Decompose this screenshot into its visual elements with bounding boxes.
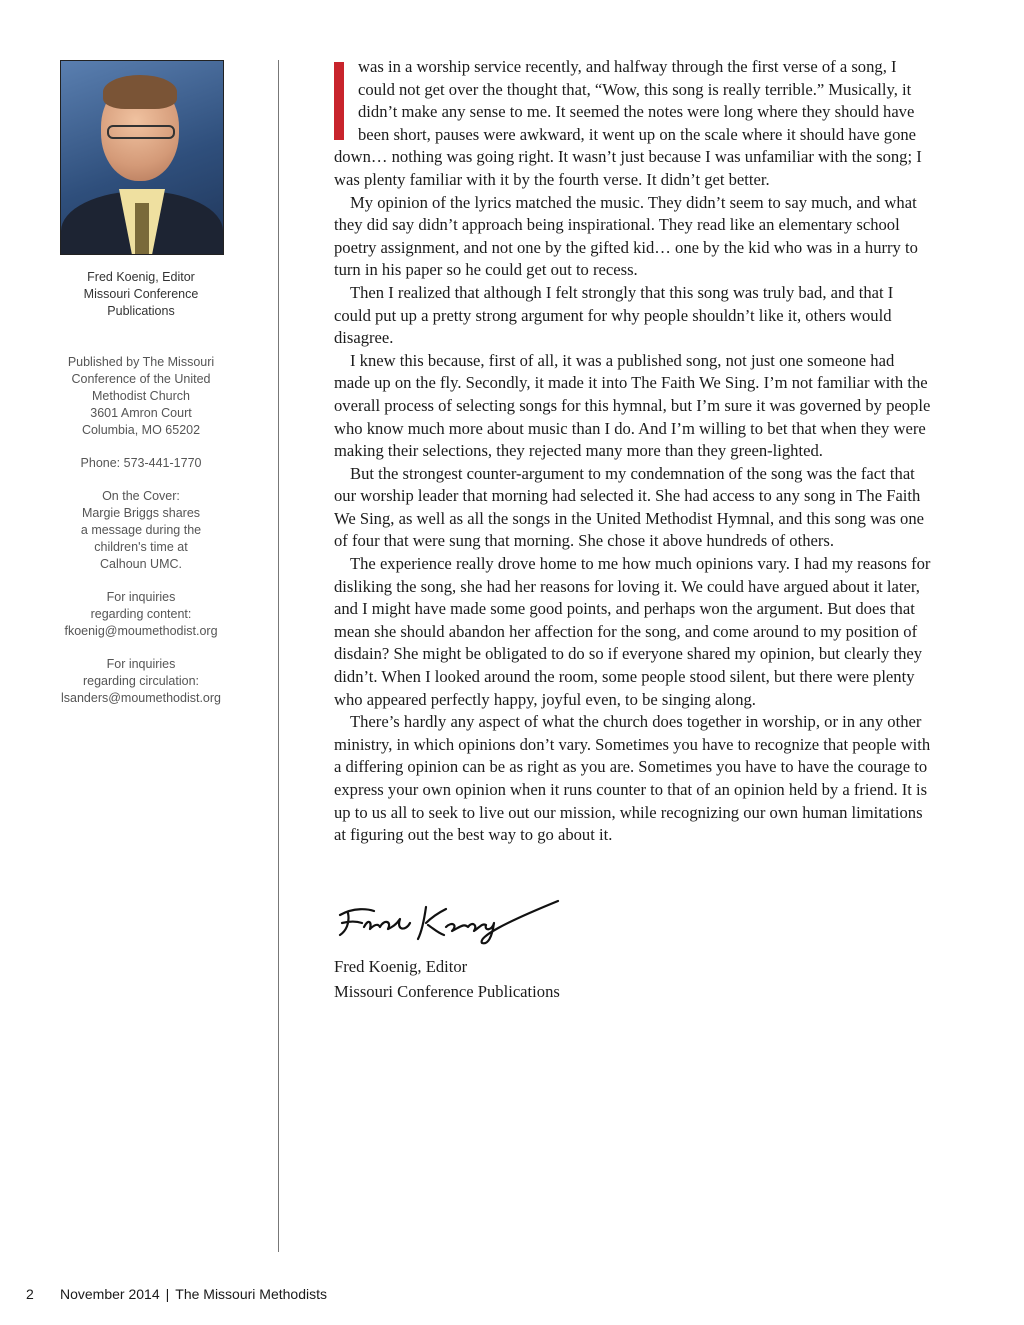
publisher-line: Conference of the United [71,372,211,386]
publisher-info [40,354,242,439]
signature [334,897,934,953]
cover-line: a message during the [80,523,202,537]
caption-line: Fred Koenig, Editor [87,270,195,284]
circulation-email-link[interactable]: lsanders@moumethodist.org [61,691,221,705]
content-inquiries [40,589,242,640]
inquiry-line: regarding content: [90,607,192,621]
cover-line: Calhoun UMC. [100,557,182,571]
inquiry-line: regarding circulation: [82,674,200,688]
paragraph: Then I realized that although I felt strongly that this song was truly bad, and that I could put up a pretty strong argument for why people shouldn’t like it, others would disagree. [334,282,894,348]
footer-separator: | [165,1286,170,1302]
signer-name: Fred Koenig, Editor [334,956,468,976]
caption-line: Missouri Conference [83,287,199,301]
cover-line: children's time at [94,540,188,554]
photo-caption [40,269,242,320]
publisher-line: Methodist Church [92,389,190,403]
caption-line: Publications [107,304,175,318]
page-footer [26,1286,327,1302]
inquiry-line: For inquiries [106,657,176,671]
editorial-article [334,56,934,1003]
publication-name: The Missouri Methodists [175,1286,327,1302]
editor-photo [60,60,224,255]
sidebar [40,60,242,707]
signature-icon [334,897,564,953]
cover-line: On the Cover: [102,489,180,503]
paragraph: There’s hardly any aspect of what the church does together in worship, or in any other ministry, in which opinions don’t vary. Sometimes you have to recognize that people with a differing opinion can be as right as you are. Sometimes you have to have the courage to express your own opinion when it runs counter to that of an opinion held by a friend. It is up to us all to seek to live out our mission, while recognizing our own human limitations at figuring out the best way to go about it. [334,712,931,845]
circulation-inquiries [40,656,242,707]
issue-date: November 2014 [60,1286,160,1302]
paragraph-text: was in a worship service recently, and halfway through the first verse of a song, I could not get over the thought that, “Wow, this song is really terrible.” Musically, it didn’t make any sense to me. It seemed the notes were long where they should have been short, pauses were awkward, it went up on the scale where it should have gone down… nothing was going right. It wasn’t just because I was unfamiliar with the song; I was plenty familiar with it by the fourth verse. It didn’t get better. [334,57,922,189]
paragraph: But the strongest counter-argument to my condemnation of the song was the fact that our worship leader that morning had selected it. She had access to any song in The Faith We Sing, as well as all the songs in the United Methodist Hymnal, and this song was one of four that were sung that morning. She chose it above hundreds of others. [334,463,924,551]
paragraph: The experience really drove home to me how much opinions vary. I had my reasons for disliking the song, she had her reasons for loving it. We could have argued about it later, and I might have made some good points, and perhaps won the argument. But does that mean she should abandon her affection for the song, and come around to my position of disdain? She might be obligated to do so if everyone shared my opinion, but clearly they didn’t. When I looked around the room, some people stood silent, but there were plenty who appeared perfectly happy, joyful even, to be singing along. [334,554,931,709]
publisher-line: Columbia, MO 65202 [81,423,201,437]
publisher-line: Published by The Missouri [67,355,215,369]
signer-org: Missouri Conference Publications [334,981,560,1001]
column-divider [278,60,279,1252]
paragraph: I knew this because, first of all, it was a published song, not just one someone had made up on the fly. Secondly, it made it into The Faith We Sing. I’m not familiar with the overall process of selecting songs for this hymnal, but I’m sure it was governed by people who know much more about music than I do. And I’m willing to bet that when they were making their selections, they rejected many more than they green-lighted. [334,350,931,461]
inquiry-line: For inquiries [106,590,176,604]
cover-note [40,488,242,573]
content-email-link[interactable]: fkoenig@moumethodist.org [64,624,218,638]
paragraph: My opinion of the lyrics matched the music. They didn’t seem to say much, and what they did say didn’t approach being inspirational. They read like an elementary school poetry assignment, and not one by the gifted kid… one by the kid who was in a hurry to turn in his paper so he could get out to recess. [334,192,918,280]
paragraph [334,56,934,192]
drop-cap [334,62,344,140]
publisher-line: 3601 Amron Court [90,406,192,420]
page-number: 2 [26,1286,34,1302]
cover-line: Margie Briggs shares [81,506,201,520]
phone: Phone: 573-441-1770 [80,456,202,470]
